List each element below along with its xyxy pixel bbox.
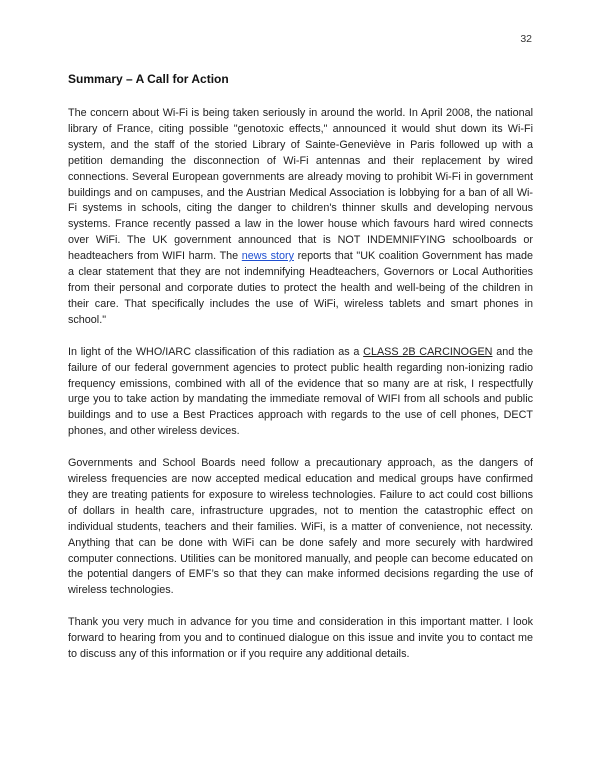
section-heading: Summary – A Call for Action [68, 72, 229, 86]
page-number: 32 [520, 33, 532, 45]
paragraph-thank-you: Thank you very much in advance for you time and consideration in this important matter. I look forward to hearing from you and to continued dialogue on this issue and invite you to contact me to discuss any of this information or if you require any additional details. [68, 616, 533, 661]
paragraph-wifi-concern [68, 106, 533, 329]
paragraph-precautionary-approach: Governments and School Boards need follow a precautionary approach, as the dangers of wireless frequencies are now accepted medical education and medical groups have confirmed they are treating patients for exposure to wireless technologies. Failure to act could cost billions of dollars in health care, infrastructure upgrades, not to mention the catastrophic effect on individual students, teachers and their families. WiFi, is a matter of convenience, not necessity. Anything that can be done with WiFi can be done safely and more securely with hardwired computer connections. Utilities can be monitored manually, and people can become educated on the potential dangers of EMF’s so that they can make informed decisions regarding the use of wireless technologies. [68, 457, 533, 597]
paragraph-1-text-a: The concern about Wi-Fi is being taken seriously in around the world. In April 2008, the national library of France, citing possible "genotoxic effects," announced it would shut down its Wi-Fi system, and the staff of the storied Library of Sainte-Geneviève in Paris followed up with a petition demanding the disconnection of Wi-Fi antennas and their replacement by wired connections. Several European governments are already moving to prohibit Wi-Fi in government buildings and on campuses, and the Austrian Medical Association is lobbying for a ban of all Wi-Fi systems in schools, citing the danger to children's thinner skulls and developing nervous systems. France recently passed a law in the lower house which favours hard wired connects over WiFi. The UK government announced that is NOT INDEMNIFYING schoolboards or headteachers from WIFI harm. The [68, 107, 533, 263]
paragraph-1-text-b: reports that "UK coalition Government has made a clear statement that they are not indemnifying Headteachers, Governors or Local Authorities from their personal and corporate duties to protect the health and well-being of the children in their care. That specifically includes the use of WiFi, wireless tablets and smart phones in school." [68, 250, 533, 326]
paragraph-2-text-a: In light of the WHO/IARC classification of this radiation as a [68, 345, 364, 358]
paragraph-who-iarc [68, 345, 533, 440]
news-story-link[interactable]: news story [241, 250, 294, 263]
document-body [68, 106, 533, 679]
class-2b-carcinogen-link[interactable]: CLASS 2B CARCINOGEN [363, 345, 493, 358]
paragraph-2-text-b: and the failure of our federal government agencies to protect public health regarding non-ionizing radio frequency emissions, combined with all of the evidence that so many are at risk, I respectfully urge you to take action by mandating the immediate removal of WIFI from all schools and public buildings and to use a Best Practices approach with regards to the use of cell phones, DECT phones, and other wireless devices. [68, 345, 534, 438]
